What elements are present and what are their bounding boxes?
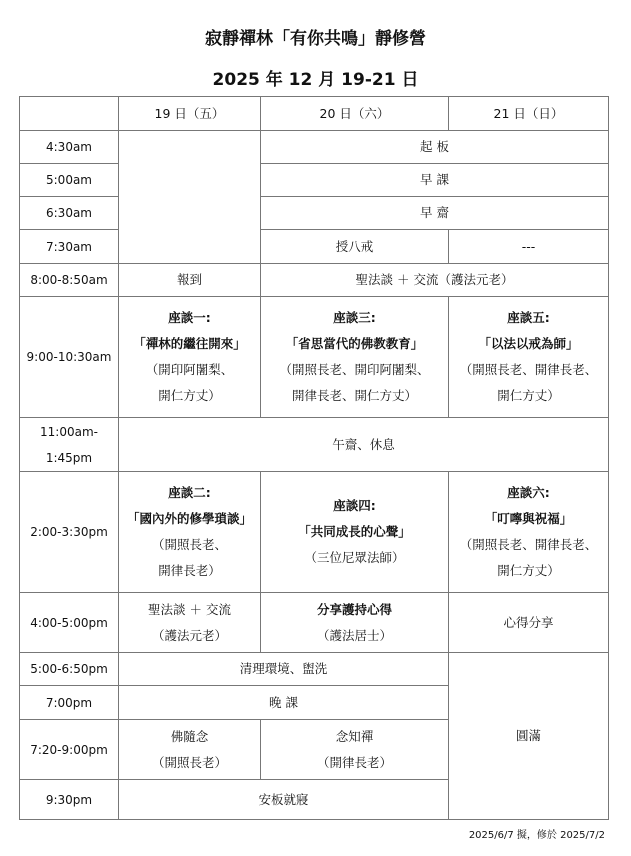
activity-cell: 早 齋: [261, 197, 609, 230]
table-row: [20, 472, 609, 593]
activity-cell: [119, 593, 261, 653]
session-speakers: （開照長老、開律長老、: [459, 362, 598, 377]
activity-cell: 起 板: [261, 131, 609, 164]
activity-cell: [261, 593, 449, 653]
time-cell: 6:30am: [20, 197, 119, 230]
table-row: [20, 164, 609, 197]
activity-host: （開律長老）: [316, 754, 392, 770]
session-topic: 「以法以戒為師」: [478, 336, 579, 351]
activity-cell: 聖法談 ＋ 交流（護法元老）: [261, 264, 609, 297]
session-cell: [119, 472, 261, 593]
corner-cell: [20, 97, 119, 131]
activity-cell: ---: [449, 230, 609, 264]
table-row: [20, 230, 609, 264]
session-cell: [449, 472, 609, 593]
time-cell: [20, 418, 119, 472]
time-cell: 7:00pm: [20, 686, 119, 720]
session-cell: [261, 472, 449, 593]
activity-text: 聖法談 ＋ 交流: [148, 601, 231, 617]
activity-cell: 安板就寢: [119, 780, 449, 820]
time-cell: 4:00-5:00pm: [20, 593, 119, 653]
session-cell: [261, 297, 449, 418]
activity-text: 念知禪: [335, 728, 374, 744]
activity-cell: 晚 課: [119, 686, 449, 720]
activity-cell: 心得分享: [449, 593, 609, 653]
session-speakers: （開照長老、: [151, 537, 227, 552]
activity-host: （護法居士）: [316, 627, 392, 643]
time-cell: 5:00-6:50pm: [20, 653, 119, 686]
day-20-header: 20 日（六）: [261, 97, 449, 131]
time-cell: 7:30am: [20, 230, 119, 264]
table-row: [20, 297, 609, 418]
session-topic: 「國內外的修學瑣談」: [126, 511, 252, 526]
table-row: [20, 593, 609, 653]
session-speakers: 開仁方丈）: [497, 388, 560, 403]
session-topic: 「叮嚀與祝福」: [484, 511, 573, 526]
time-end: 1:45pm: [45, 450, 93, 465]
session-cell: [119, 297, 261, 418]
session-speakers: （開照長老、開律長老、: [459, 537, 598, 552]
activity-text: 佛隨念: [170, 728, 209, 744]
activity-cell: 早 課: [261, 164, 609, 197]
session-title: 座談二:: [168, 485, 211, 500]
session-title: 座談四:: [333, 498, 376, 513]
day-19-header: 19 日（五）: [119, 97, 261, 131]
session-title: 座談三:: [333, 310, 376, 325]
session-speakers: 開律長老、開仁方丈）: [291, 388, 417, 403]
activity-cell: [261, 720, 449, 780]
schedule-table: [19, 96, 609, 820]
session-speakers: 開律長老）: [158, 563, 221, 578]
header-row: [20, 97, 609, 131]
empty-cell: [119, 131, 261, 264]
date-range: 2025 年 12 月 19-21 日: [212, 70, 419, 90]
time-cell: 5:00am: [20, 164, 119, 197]
activity-cell: 報到: [119, 264, 261, 297]
time-cell: 9:30pm: [20, 780, 119, 820]
table-row: [20, 131, 609, 164]
page-title: 寂靜禪林「有你共鳴」靜修營: [205, 29, 426, 49]
time-cell: 7:20-9:00pm: [20, 720, 119, 780]
activity-cell: 午齋、休息: [119, 418, 609, 472]
session-topic: 「省思當代的佛教教育」: [285, 336, 424, 351]
activity-host: （開照長老）: [151, 754, 227, 770]
time-cell: 2:00-3:30pm: [20, 472, 119, 593]
session-title: 座談五:: [507, 310, 550, 325]
activity-cell: [119, 720, 261, 780]
table-row: [20, 653, 609, 686]
session-speakers: 開仁方丈）: [497, 563, 560, 578]
session-speakers: （開印阿闍梨、: [145, 362, 234, 377]
activity-host: （護法元老）: [151, 627, 227, 643]
session-speakers: 開仁方丈）: [158, 388, 221, 403]
time-cell: 4:30am: [20, 131, 119, 164]
session-topic: 「禪林的繼往開來」: [133, 336, 246, 351]
day-21-header: 21 日（日）: [449, 97, 609, 131]
session-speakers: （三位尼眾法師）: [304, 550, 405, 565]
table-row: [20, 197, 609, 230]
time-cell: 9:00-10:30am: [20, 297, 119, 418]
session-cell: [449, 297, 609, 418]
time-cell: 8:00-8:50am: [20, 264, 119, 297]
revision-note: 2025/6/7 擬，修於 2025/7/2: [468, 830, 605, 841]
time-start: 11:00am-: [40, 424, 98, 439]
activity-cell: 授八戒: [261, 230, 449, 264]
table-row: [20, 264, 609, 297]
closing-cell: 圓滿: [449, 653, 609, 820]
session-title: 座談六:: [507, 485, 550, 500]
activity-text: 分享護持心得: [316, 601, 392, 617]
activity-cell: 清理環境、盥洗: [119, 653, 449, 686]
session-speakers: （開照長老、開印阿闍梨、: [279, 362, 430, 377]
table-row: [20, 418, 609, 472]
session-title: 座談一:: [168, 310, 211, 325]
session-topic: 「共同成長的心聲」: [298, 524, 411, 539]
